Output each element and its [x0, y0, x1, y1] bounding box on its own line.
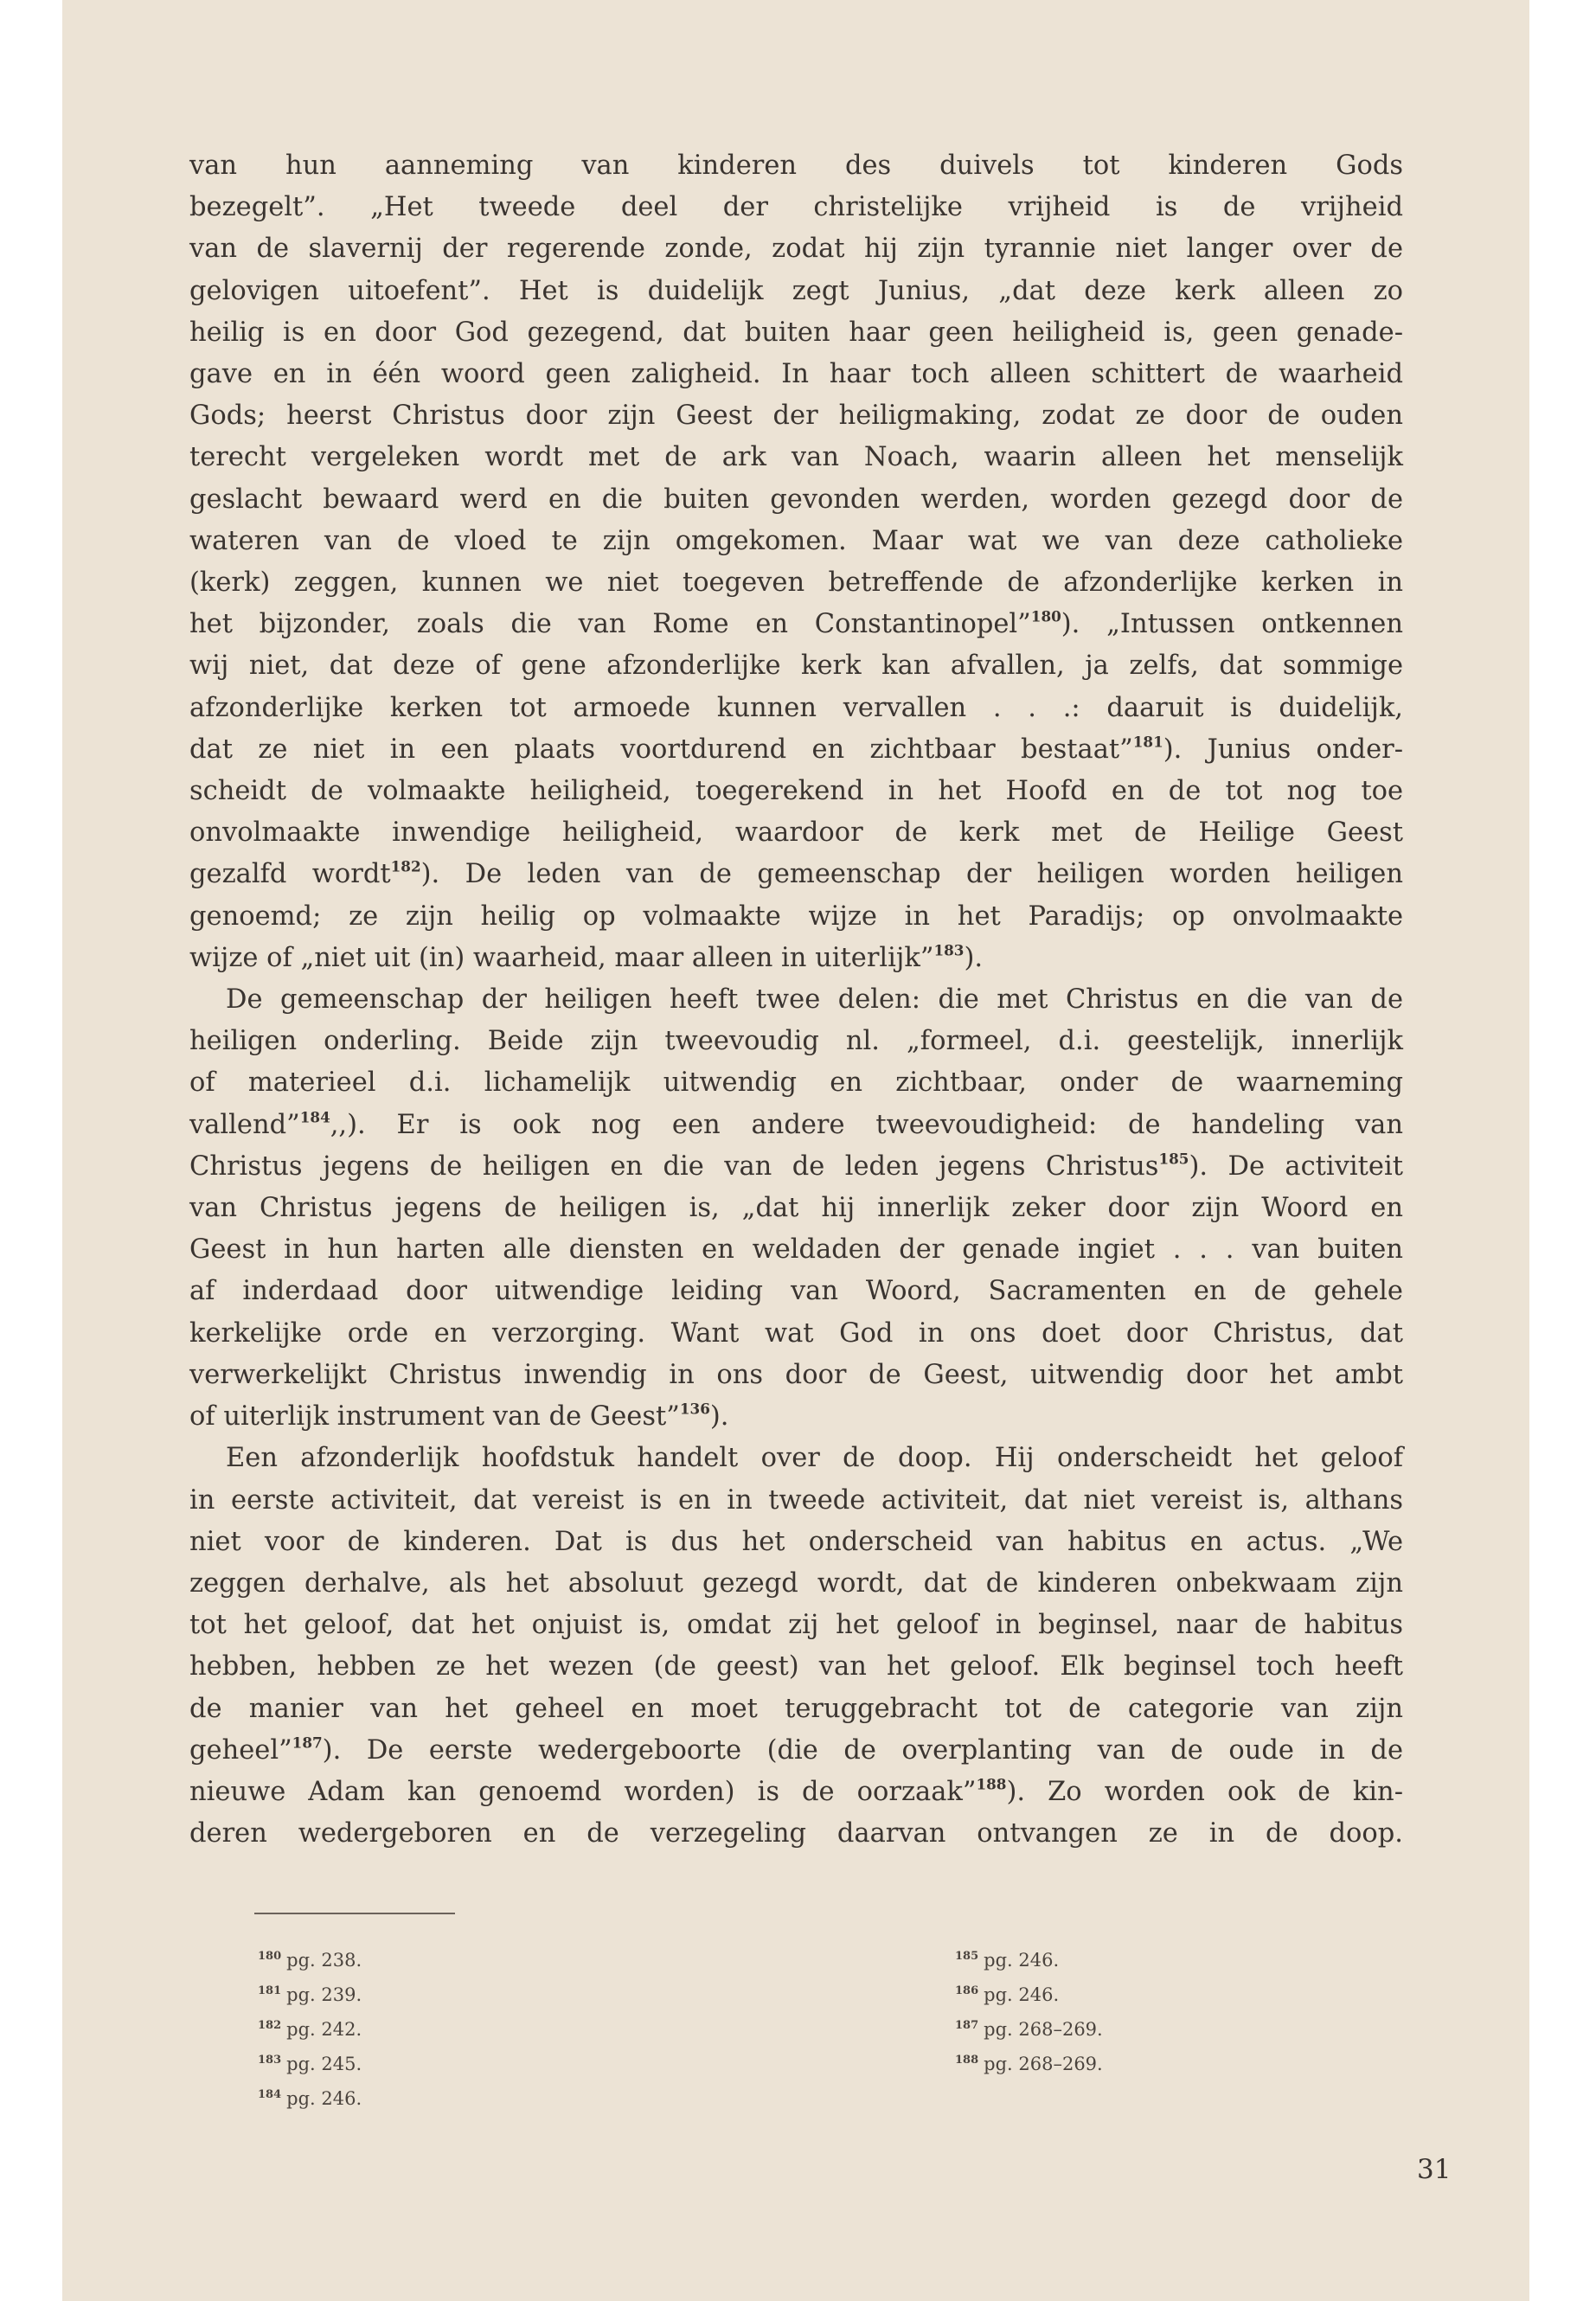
footnote-number: 183	[258, 2054, 282, 2067]
text-fragment: het bijzonder, zoals die van Rome en Constantinopel”	[189, 609, 1031, 640]
text-line: van de slavernij der regerende zonde, zodat hij zijn tyrannie niet langer over de	[189, 234, 1403, 265]
text-line	[189, 1730, 1403, 1772]
footnote-ref: 181	[1132, 733, 1163, 751]
text-line: genoemd; ze zijn heilig op volmaakte wijze in het Paradijs; op onvolmaakte	[189, 901, 1403, 932]
text-fragment: ). De leden van de gemeenschap der heiligen worden heiligen	[420, 859, 1403, 890]
footnote	[258, 1941, 362, 1976]
text-line: (kerk) zeggen, kunnen we niet toegeven betreffende de afzonderlijke kerken in	[189, 567, 1403, 599]
text-line: afzonderlijke kerken tot armoede kunnen vervallen . . .: daaruit is duidelijk,	[189, 692, 1403, 723]
text-fragment: ). „Intussen ontkennen	[1061, 609, 1403, 640]
text-line	[189, 1772, 1403, 1813]
text-line	[189, 854, 1403, 895]
footnote	[258, 2010, 362, 2045]
text-fragment: ).	[964, 942, 984, 973]
footnote-text: pg. 268–269.	[984, 2019, 1103, 2040]
text-fragment: gezalfd wordt	[189, 859, 391, 890]
footnote-text: pg. 238.	[286, 1950, 362, 1971]
text-fragment: ). De activiteit	[1189, 1150, 1403, 1182]
text-line: af inderdaad door uitwendige leiding van Woord, Sacramenten en de gehele	[189, 1276, 1403, 1307]
footnote-ref: 184	[299, 1108, 330, 1126]
footnote-text: pg. 245.	[286, 2054, 362, 2074]
footnote-text: pg. 246.	[984, 1950, 1060, 1971]
footnote-text: pg. 268–269.	[984, 2054, 1103, 2074]
text-line	[189, 1146, 1403, 1188]
text-line: wateren van de vloed te zijn omgekomen. Maar wat we van deze catholieke	[189, 525, 1403, 556]
footnote-number: 182	[258, 2019, 282, 2032]
footnote-ref: 183	[933, 941, 965, 959]
footnote-ref: 185	[1158, 1150, 1189, 1168]
text-line	[189, 1105, 1403, 1146]
text-line: zeggen derhalve, als het absoluut gezegd wordt, dat de kinderen onbekwaam zijn	[189, 1567, 1403, 1599]
text-line: in eerste activiteit, dat vereist is en in tweede activiteit, dat niet vereist is, althans	[189, 1484, 1403, 1516]
text-line: of materieel d.i. lichamelijk uitwendig en zichtbaar, onder de waarneming	[189, 1067, 1403, 1099]
footnote-text: pg. 239.	[286, 1984, 362, 2005]
text-line: Een afzonderlijk hoofdstuk handelt over de doop. Hij onderscheidt het geloof	[226, 1443, 1403, 1474]
text-line: Geest in hun harten alle diensten en weldaden der genade ingiet . . . van buiten	[189, 1234, 1403, 1266]
text-line: wij niet, dat deze of gene afzonderlijke kerk kan afvallen, ja zelfs, dat sommige	[189, 651, 1403, 682]
footnote-ref: 136	[679, 1400, 710, 1418]
footnote	[258, 1976, 362, 2010]
text-line: deren wedergeboren en de verzegeling daarvan ontvangen ze in de doop.	[189, 1818, 1403, 1849]
page-number: 31	[1417, 2154, 1452, 2185]
text-line: gelovigen uitoefent”. Het is duidelijk zegt Junius, „dat deze kerk alleen zo	[189, 275, 1403, 306]
text-line: van hun aanneming van kinderen des duivels tot kinderen Gods	[189, 151, 1403, 181]
footnote-number: 187	[955, 2019, 979, 2032]
text-line: van Christus jegens de heiligen is, „dat hij innerlijk zeker door zijn Woord en	[189, 1193, 1403, 1224]
text-line	[189, 938, 1403, 979]
footnote-divider	[254, 1913, 455, 1914]
text-line: terecht vergeleken wordt met de ark van Noach, waarin alleen het menselijk	[189, 442, 1403, 473]
text-line	[189, 1396, 1403, 1438]
text-line	[189, 729, 1403, 771]
body-text	[189, 145, 1403, 1855]
footnote-text: pg. 246.	[984, 1984, 1060, 2005]
text-line: onvolmaakte inwendige heiligheid, waardoor de kerk met de Heilige Geest	[189, 817, 1403, 849]
footnote-text: pg. 242.	[286, 2019, 362, 2040]
text-line: de manier van het geheel en moet teruggebracht tot de categorie van zijn	[189, 1693, 1403, 1724]
footnote-ref: 182	[390, 857, 421, 875]
text-fragment: ).	[709, 1401, 729, 1433]
footnote	[258, 2045, 362, 2080]
footnote-number: 181	[258, 1984, 282, 1997]
text-line: heiligen onderling. Beide zijn tweevoudig nl. „formeel, d.i. geestelijk, innerlijk	[189, 1026, 1403, 1057]
footnote-ref: 187	[292, 1734, 323, 1752]
text-line	[189, 604, 1403, 645]
footnote	[955, 1976, 1103, 2010]
text-fragment: dat ze niet in een plaats voortdurend en zichtbaar bestaat”	[189, 734, 1133, 765]
text-fragment: ,,). Er is ook nog een andere tweevoudigheid: de handeling van	[330, 1109, 1403, 1140]
text-line: Gods; heerst Christus door zijn Geest der heiligmaking, zodat ze door de ouden	[189, 401, 1403, 432]
footnote	[955, 1941, 1103, 1976]
page	[62, 0, 1529, 2301]
text-fragment: vallend”	[189, 1109, 300, 1140]
text-fragment: geheel”	[189, 1734, 292, 1766]
text-line: bezegelt”. „Het tweede deel der christelijke vrijheid is de vrijheid	[189, 192, 1403, 223]
footnote-ref: 188	[976, 1775, 1007, 1793]
text-fragment: of uiterlijk instrument van de Geest”	[189, 1401, 680, 1433]
text-fragment: ). Junius onder-	[1163, 734, 1404, 765]
text-fragment: ). Zo worden ook de kin-	[1006, 1776, 1403, 1807]
footnotes-left	[258, 1941, 362, 2114]
text-fragment: nieuwe Adam kan genoemd worden) is de oorzaak”	[189, 1776, 977, 1807]
footnote	[258, 2080, 362, 2114]
text-line: De gemeenschap der heiligen heeft twee delen: die met Christus en die van de	[226, 984, 1403, 1016]
text-line: geslacht bewaard werd en die buiten gevonden werden, worden gezegd door de	[189, 484, 1403, 515]
text-line: verwerkelijkt Christus inwendig in ons door de Geest, uitwendig door het ambt	[189, 1359, 1403, 1390]
footnote-ref: 180	[1030, 607, 1061, 625]
text-line: tot het geloof, dat het onjuist is, omdat zij het geloof in beginsel, naar de habitus	[189, 1610, 1403, 1641]
text-fragment: wijze of „niet uit (in) waarheid, maar alleen in uiterlijk”	[189, 942, 934, 973]
text-fragment: Christus jegens de heiligen en die van de leden jegens Christus	[189, 1150, 1159, 1182]
text-line: gave en in één woord geen zaligheid. In haar toch alleen schittert de waarheid	[189, 359, 1403, 390]
footnote-number: 186	[955, 1984, 979, 1997]
footnote-number: 180	[258, 1950, 282, 1963]
text-line: kerkelijke orde en verzorging. Want wat God in ons doet door Christus, dat	[189, 1317, 1403, 1349]
text-line: scheidt de volmaakte heiligheid, toegerekend in het Hoofd en de tot nog toe	[189, 776, 1403, 807]
footnote-number: 185	[955, 1950, 979, 1963]
text-line: heilig is en door God gezegend, dat buiten haar geen heiligheid is, geen genade-	[189, 317, 1403, 348]
text-fragment: ). De eerste wedergeboorte (die de overplanting van de oude in de	[322, 1734, 1403, 1766]
footnotes-right	[955, 1941, 1103, 2080]
footnote	[955, 2010, 1103, 2045]
text-line: niet voor de kinderen. Dat is dus het onderscheid van habitus en actus. „We	[189, 1526, 1403, 1557]
text-line: hebben, hebben ze het wezen (de geest) van het geloof. Elk beginsel toch heeft	[189, 1651, 1403, 1682]
footnote-text: pg. 246.	[286, 2088, 362, 2109]
footnote-number: 188	[955, 2054, 979, 2067]
footnote-number: 184	[258, 2088, 282, 2101]
footnote	[955, 2045, 1103, 2080]
